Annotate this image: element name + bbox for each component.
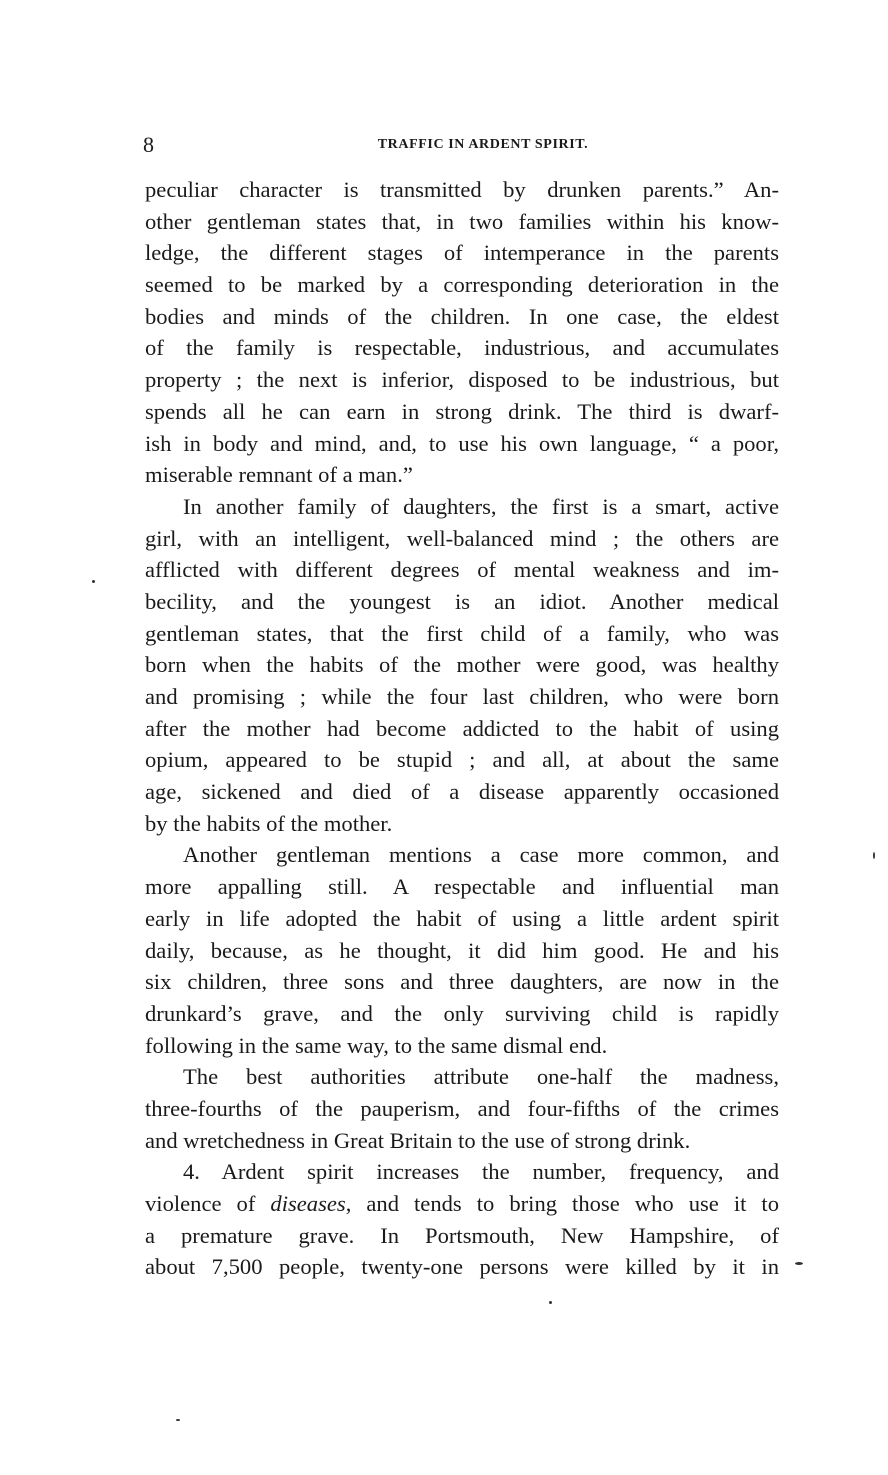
text-line: spends all he can earn in strong drink. The third is dwarf-	[145, 398, 779, 424]
paragraph	[145, 174, 779, 491]
text-line: born when the habits of the mother were good, was healthy	[145, 652, 779, 678]
text-line: The best authorities attribute one-half the madness,	[183, 1064, 779, 1090]
text-line: afflicted with different degrees of mental weakness and im-	[145, 557, 779, 583]
scan-speck	[795, 1262, 803, 1265]
text-line: peculiar character is transmitted by drunken parents.” An-	[145, 177, 779, 202]
text-line: daily, because, as he thought, it did him good. He and his	[145, 937, 779, 963]
body-text	[145, 174, 779, 1283]
text-line: violence of diseases, and tends to bring those who use it to	[145, 1191, 779, 1216]
scan-speck	[176, 1419, 180, 1421]
text-line: more appalling still. A respectable and influential man	[145, 874, 779, 900]
paragraph	[145, 1061, 779, 1156]
text-line: Another gentleman mentions a case more common, and	[183, 842, 779, 868]
text-line: six children, three sons and three daughters, are now in the	[145, 969, 779, 995]
scan-speck	[873, 852, 875, 859]
text-line: about 7,500 people, twenty-one persons were killed by it in	[145, 1254, 779, 1280]
text-line: property ; the next is inferior, disposed to be industrious, but	[145, 367, 779, 393]
text-line: by the habits of the mother.	[145, 810, 393, 836]
text-line: ledge, the different stages of intemperance in the parents	[145, 240, 779, 266]
text-line: after the mother had become addicted to the habit of using	[145, 715, 779, 741]
text-line: girl, with an intelligent, well-balanced mind ; the others are	[145, 525, 779, 551]
running-head: TRAFFIC IN ARDENT SPIRIT.	[377, 137, 589, 152]
page-number: 8	[143, 132, 154, 157]
paragraph	[145, 839, 779, 1061]
text-line: opium, appeared to be stupid ; and all, at about the same	[145, 747, 779, 773]
text-line: a premature grave. In Portsmouth, New Hampshire, of	[145, 1222, 779, 1248]
scan-speck	[92, 580, 95, 583]
emphasis: diseases	[270, 1191, 346, 1216]
page-header	[143, 133, 783, 157]
text-line: In another family of daughters, the first is a smart, active	[183, 493, 779, 519]
text-line: bodies and minds of the children. In one case, the eldest	[145, 303, 779, 329]
text-line: gentleman states, that the first child of a family, who was	[145, 620, 779, 646]
text-line: three-fourths of the pauperism, and four-fifths of the crimes	[145, 1095, 779, 1121]
text-line: early in life adopted the habit of using a little ardent spirit	[145, 905, 779, 931]
text-line: 4. Ardent spirit increases the number, frequency, and	[183, 1159, 779, 1185]
text-line: ish in body and mind, and, to use his own language, “ a poor,	[145, 430, 779, 456]
text-line: and promising ; while the four last children, who were born	[145, 684, 779, 709]
text-line: miserable remnant of a man.”	[145, 462, 413, 488]
scan-speck	[549, 1301, 552, 1304]
text-line: drunkard’s grave, and the only surviving child is rapidly	[145, 1000, 779, 1026]
text-line: seemed to be marked by a corresponding deterioration in the	[145, 272, 779, 298]
paragraph	[145, 1156, 779, 1283]
text-line: of the family is respectable, industrious, and accumulates	[145, 335, 779, 361]
text-line: following in the same way, to the same dismal end.	[145, 1032, 608, 1058]
text-line: other gentleman states that, in two families within his know-	[145, 208, 779, 234]
text-line: becility, and the youngest is an idiot. Another medical	[145, 588, 779, 614]
text-line: and wretchedness in Great Britain to the use of strong drink.	[145, 1127, 691, 1153]
paragraph	[145, 491, 779, 840]
text-line: age, sickened and died of a disease apparently occasioned	[145, 779, 779, 805]
